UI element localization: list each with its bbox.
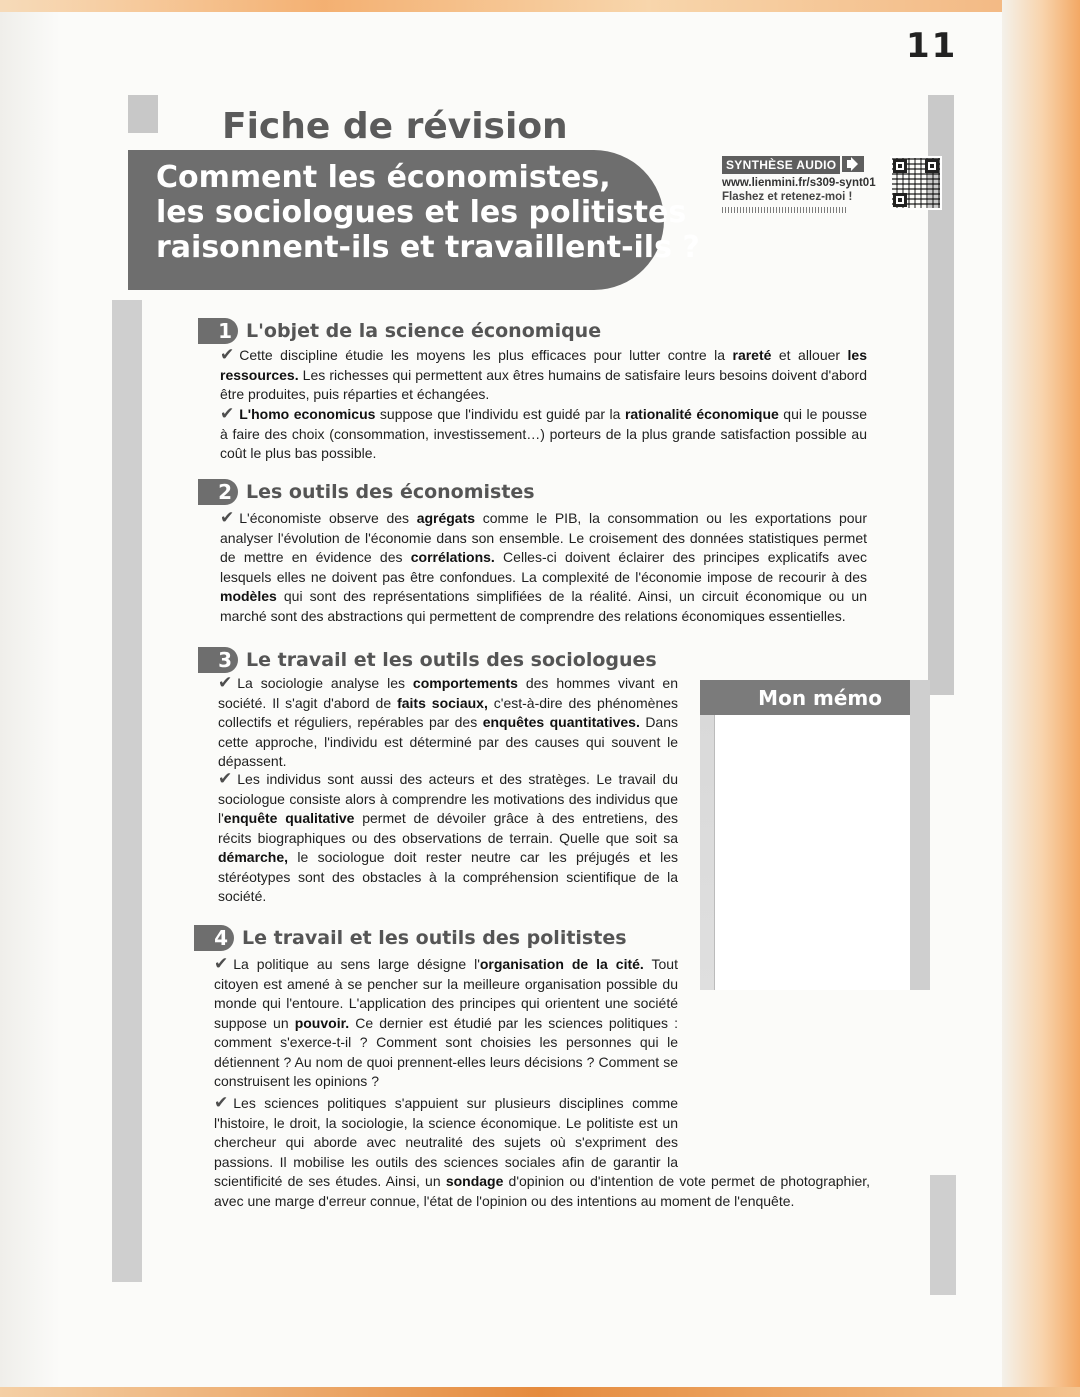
decor-bar-right-bottom <box>930 1175 956 1295</box>
key-term: rationalité économique <box>624 406 779 422</box>
section-number: 3 <box>198 647 238 673</box>
section-3-paragraph-1 <box>218 674 678 772</box>
section-title: Les outils des économistes <box>246 481 535 503</box>
title-line-3: raisonnent-ils et travaillent-ils ? <box>156 230 700 265</box>
key-term: rareté <box>732 347 772 363</box>
sheet-kicker: Fiche de révision <box>222 106 568 147</box>
checkmark-icon: ✔ <box>220 508 235 528</box>
key-term: organisation de la cité. <box>479 956 644 972</box>
key-term: enquêtes quantitatives. <box>482 714 640 730</box>
key-term: démarche, <box>218 849 289 865</box>
key-term: enquête qualitative <box>223 810 355 826</box>
section-number: 2 <box>198 479 238 505</box>
section-4-heading <box>194 925 627 951</box>
qr-code-icon[interactable] <box>890 156 942 210</box>
text-run: qui sont des représentations simplifiées de la réalité. Ainsi, un circuit économique ou un marché sont des abstractions qui permettent de comprendre des relations économiques essentielles. <box>220 588 867 624</box>
audio-dotted-line <box>722 207 848 213</box>
key-term: corrélations. <box>410 549 495 565</box>
section-3-paragraph-2 <box>218 770 678 907</box>
page-bottom-edge <box>0 1387 1080 1397</box>
key-term: les ressources. <box>220 347 867 383</box>
decor-bar-left-top <box>128 95 158 133</box>
text-run: d'opinion ou d'intention de vote permet de photographier, avec une marge d'erreur connue, l'état de l'opinion ou des intentions au moment de l'enquête. <box>214 1173 871 1209</box>
audio-cta: Flashez et retenez-moi ! <box>722 191 853 203</box>
audio-badge: SYNTHÈSE AUDIO <box>722 156 840 174</box>
checkmark-icon: ✔ <box>214 954 229 974</box>
memo-box <box>700 680 930 990</box>
memo-column-spacer <box>678 1094 870 1172</box>
section-1-paragraph-1 <box>220 346 867 405</box>
audio-synthesis-box[interactable] <box>722 156 892 213</box>
text-run: L'économiste observe des <box>239 510 417 526</box>
checkmark-icon: ✔ <box>220 404 235 424</box>
section-1-heading <box>198 318 601 344</box>
text-run: qui le pousse à faire des choix (consommation, investissement…) porteurs de la plus grande satisfaction possible au coût le plus bas possible. <box>220 406 867 461</box>
checkmark-icon: ✔ <box>218 769 233 789</box>
audio-link[interactable]: www.lienmini.fr/s309-synt01 <box>722 177 876 189</box>
section-4-paragraph-2 <box>214 1094 870 1211</box>
key-term: agrégats <box>416 510 476 526</box>
section-title: L'objet de la science économique <box>246 320 602 342</box>
memo-writing-area[interactable] <box>714 715 910 990</box>
section-3-heading <box>198 647 657 673</box>
section-1-paragraph-2 <box>220 405 867 464</box>
text-run: Cette discipline étudie les moyens les plus efficaces pour lutter contre la <box>239 347 733 363</box>
text-run: c'est-à-dire des phénomènes collectifs et réguliers, repérables par des <box>218 694 679 730</box>
page-top-edge <box>0 0 1080 12</box>
text-run: Dans cette approche, l'individu est déterminé par des causes qui souvent le dépassent. <box>218 714 679 769</box>
key-term: comportements <box>412 675 518 691</box>
text-run: et allouer <box>771 347 848 363</box>
section-title: Le travail et les outils des sociologues <box>246 649 657 671</box>
memo-title: Mon mémo <box>758 686 882 710</box>
key-term: modèles <box>220 588 277 604</box>
section-4-paragraph-1 <box>214 955 678 1092</box>
qr-corner <box>893 159 907 173</box>
decor-bar-left <box>112 300 142 1282</box>
section-number: 1 <box>198 318 238 344</box>
section-2-heading <box>198 479 535 505</box>
text-run: suppose que l'individu est guidé par la <box>375 406 625 422</box>
title-line-1: Comment les économistes, <box>156 160 611 195</box>
title-banner <box>128 150 700 290</box>
text-run: permet de dévoiler grâce à des entretiens, des récits biographiques ou des observations de terrain. Quelle que soit sa <box>218 810 678 846</box>
text-run: Les richesses qui permettent aux êtres humains de satisfaire leurs besoins doivent d'abord être produites, puis réparties et échangées. <box>220 366 867 402</box>
text-run: Les individus sont aussi des acteurs et des stratèges. Le travail du sociologue consiste alors à comprendre les motivations des individus que l' <box>218 771 678 826</box>
text-run: Tout citoyen est amené à se pencher sur la meilleure organisation possible du monde qui l'entoure. L'application des principes qui orientent une société suppose un <box>214 956 678 1031</box>
text-run: Ce dernier est étudié par les sciences politiques : comment s'exerce-t-il ? Comment sont choisies les personnes qui le détiennent ? Au nom de quoi prennent-elles leurs décisions ? Comment se construisent les opinions ? <box>214 1014 678 1089</box>
section-number: 4 <box>194 925 234 951</box>
section-2-paragraph-1 <box>220 509 867 626</box>
qr-corner <box>925 159 939 173</box>
key-term: sondage <box>445 1173 504 1189</box>
text-run: Celles-ci doivent éclairer des principes explicatifs avec lesquels elles ne doivent pas être confondues. La complexité de l'économie impose de recourir à des <box>220 549 868 585</box>
page-right-edge <box>1002 0 1080 1397</box>
page-number: 11 <box>906 26 958 66</box>
section-title: Le travail et les outils des politistes <box>242 927 627 949</box>
key-term: pouvoir. <box>294 1014 350 1031</box>
checkmark-icon: ✔ <box>214 1093 229 1113</box>
text-run: La politique au sens large désigne l' <box>233 956 480 972</box>
text-run: des hommes vivant en société. Il s'agit d'abord de <box>218 675 678 711</box>
qr-corner <box>893 193 907 207</box>
text-run: Les sciences politiques s'appuient sur plusieurs disciplines comme l'histoire, le droit, la sociologie, la science économique. Le politiste est un chercheur qui aborde avec neutralité des sujets où s'expriment des passions. Il mobilise les outils des sciences sociales afin de garantir la scientificité de ses études. Ainsi, un <box>214 1095 678 1189</box>
checkmark-icon: ✔ <box>218 673 233 693</box>
checkmark-icon: ✔ <box>220 345 235 365</box>
text-run: le sociologue doit rester neutre car les préjugés et les stéréotypes sont des obstacles à la compréhension scientifique de la société. <box>218 849 678 904</box>
speaker-icon <box>842 156 864 172</box>
title-line-2: les sociologues et les politistes <box>156 195 687 230</box>
text-run: comme le PIB, la consommation ou les exportations pour analyser l'évolution de l'économie dans son ensemble. Le croisement des données statistiques permet de mettre en évidence des <box>220 510 867 565</box>
text-run: La sociologie analyse les <box>237 675 413 691</box>
key-term: faits sociaux, <box>397 694 488 711</box>
key-term: L'homo economicus <box>239 406 376 422</box>
